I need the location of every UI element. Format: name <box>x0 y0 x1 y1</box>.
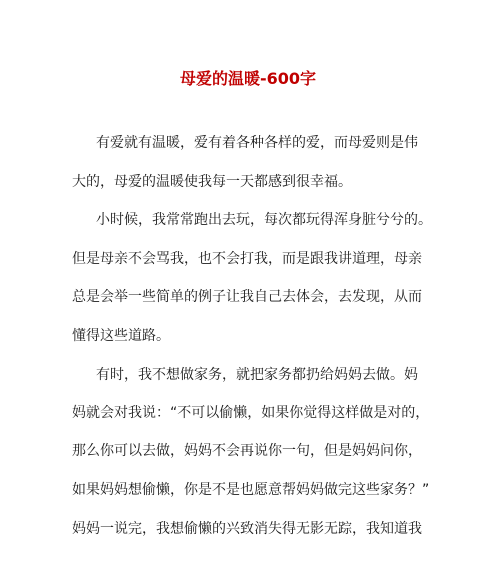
paragraph-line: 但是母亲不会骂我，也不会打我，而是跟我讲道理，母亲 <box>72 251 422 267</box>
paragraph-line: 懂得这些道路。 <box>72 328 170 344</box>
paragraph-line: 妈就会对我说：“不可以偷懒，如果你觉得这样做是对的， <box>72 405 430 421</box>
paragraph-line: 总是会举一些简单的例子让我自己去体会，去发现，从而 <box>72 289 422 305</box>
paragraph-line: 有时，我不想做家务，就把家务都扔给妈妈去做。妈 <box>96 367 418 383</box>
paragraph-line: 那么你可以去做，妈妈不会再说你一句，但是妈妈问你， <box>72 443 422 459</box>
paragraph-line: 如果妈妈想偷懒，你是不是也愿意帮妈妈做完这些家务？” <box>72 482 430 498</box>
paragraph-line: 小时候，我常常跑出去玩，每次都玩得浑身脏兮兮的。 <box>96 212 432 228</box>
document-title: 母爱的温暖-600字 <box>179 69 317 88</box>
paragraph-line: 妈妈一说完，我想偷懒的兴致消失得无影无踪，我知道我 <box>72 521 422 537</box>
paragraph-line: 有爱就有温暖，爱有着各种各样的爱，而母爱则是伟 <box>96 135 418 151</box>
paragraph-line: 大的，母爱的温暖使我每一天都感到很幸福。 <box>72 174 352 190</box>
